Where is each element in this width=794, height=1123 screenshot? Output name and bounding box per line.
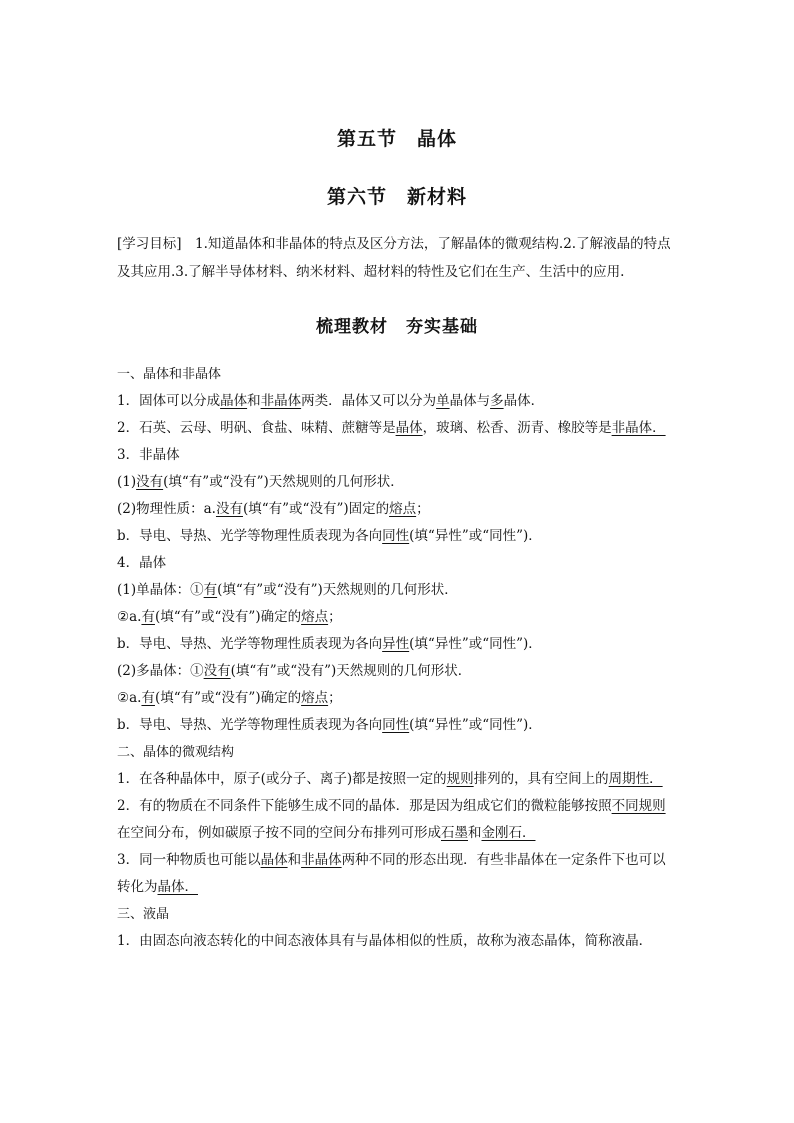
text: (2)物理性质：a. bbox=[117, 501, 216, 517]
text: (填“有”或“没有”)天然规则的几何形状． bbox=[163, 474, 404, 490]
text: (2)多晶体：① bbox=[117, 663, 204, 679]
answer: 周期性． bbox=[608, 771, 663, 787]
answer: 熔点 bbox=[301, 690, 329, 706]
answer: 熔点 bbox=[389, 501, 417, 517]
text: ； bbox=[328, 609, 342, 625]
paragraph-1-3: 3．非晶体 bbox=[117, 447, 180, 463]
text: (1) bbox=[117, 474, 137, 490]
paragraph-2-1 bbox=[117, 766, 679, 793]
goals-label: [学习目标] bbox=[117, 236, 182, 252]
text: 在空间分布，例如碳原子按不同的空间分布排列可形成 bbox=[117, 825, 441, 841]
text: (填“异性”或“同性”)． bbox=[409, 636, 542, 652]
answer: 非晶体 bbox=[260, 393, 302, 409]
text: ，玻璃、松香、沥青、橡胶等是 bbox=[422, 420, 612, 436]
answer: 没有 bbox=[136, 474, 164, 490]
paragraph-1-7: 4．晶体 bbox=[117, 555, 167, 571]
text: ； bbox=[416, 501, 430, 517]
answer: 晶体 bbox=[260, 852, 288, 868]
paragraph-1-5 bbox=[117, 496, 679, 523]
paragraph-1-11 bbox=[117, 658, 679, 685]
text: b．导电、导热、光学等物理性质表现为各向 bbox=[117, 636, 383, 652]
learning-goals bbox=[117, 230, 677, 286]
text: 和 bbox=[468, 825, 482, 841]
text: 2．石英、云母、明矾、食盐、味精、蔗糖等是 bbox=[117, 420, 396, 436]
text: 两种不同的形态出现．有些非晶体在一定条件下也可以转化为 bbox=[117, 852, 666, 895]
answer: 不同规则 bbox=[611, 798, 666, 814]
content-body bbox=[117, 361, 679, 955]
heading-microstructure: 二、晶体的微观结构 bbox=[117, 745, 235, 760]
paragraph-1-13 bbox=[117, 712, 679, 739]
answer: 金刚石． bbox=[481, 825, 536, 841]
text: b．导电、导热、光学等物理性质表现为各向 bbox=[117, 528, 383, 544]
answer: 有 bbox=[203, 582, 218, 598]
text: 1．在各种晶体中，原子(或分子、离子)都是按照一定的 bbox=[117, 771, 447, 787]
answer: 晶体 bbox=[220, 393, 248, 409]
paragraph-2-3 bbox=[117, 847, 679, 901]
text: (填“有”或“没有”)固定的 bbox=[242, 501, 390, 517]
text: 晶体与 bbox=[449, 393, 491, 409]
text: (填“有”或“没有”)确定的 bbox=[154, 690, 302, 706]
answer: 有 bbox=[141, 690, 155, 706]
heading-crystal-noncrystal: 一、晶体和非晶体 bbox=[117, 367, 222, 382]
text: (填“有”或“没有”)天然规则的几何形状． bbox=[230, 663, 472, 679]
text: ； bbox=[328, 690, 342, 706]
paragraph-1-4 bbox=[117, 469, 679, 496]
answer: 没有 bbox=[215, 501, 243, 517]
text: 晶体． bbox=[503, 393, 545, 409]
text: (1)单晶体：① bbox=[117, 582, 204, 598]
text: 1．固体可以分成 bbox=[117, 393, 221, 409]
paragraph-2-2 bbox=[117, 793, 679, 847]
section-heading: 梳理教材 夯实基础 bbox=[316, 317, 478, 337]
text: ②a. bbox=[117, 690, 142, 706]
answer: 没有 bbox=[203, 663, 231, 679]
paragraph-1-8 bbox=[117, 577, 679, 604]
text: (填“有”或“没有”)天然规则的几何形状． bbox=[217, 582, 458, 598]
text: (填“异性”或“同性”)． bbox=[409, 717, 542, 733]
text: (填“有”或“没有”)确定的 bbox=[154, 609, 302, 625]
answer: 晶体 bbox=[395, 420, 423, 436]
text: 3．同一种物质也可能以 bbox=[117, 852, 261, 868]
paragraph-1-2 bbox=[117, 415, 679, 442]
answer: 规则 bbox=[446, 771, 474, 787]
answer: 同性 bbox=[382, 717, 410, 733]
answer: 石墨 bbox=[441, 825, 468, 841]
paragraph-1-9 bbox=[117, 604, 679, 631]
goals-text: 1.知道晶体和非晶体的特点及区分方法，了解晶体的微观结构.2.了解液晶的特点及其应用.3.了解半导体材料、纳米材料、超材料的特性及它们在生产、生活中的应用. bbox=[117, 236, 671, 280]
text: (填“异性”或“同性”)． bbox=[409, 528, 542, 544]
heading-liquid-crystal: 三、液晶 bbox=[117, 907, 170, 922]
paragraph-1-12 bbox=[117, 685, 679, 712]
text: 排列的，具有空间上的 bbox=[473, 771, 609, 787]
text: 和 bbox=[247, 393, 261, 409]
text: 和 bbox=[287, 852, 302, 868]
answer: 异性 bbox=[382, 636, 410, 652]
paragraph-1-10 bbox=[117, 631, 679, 658]
text: ②a. bbox=[117, 609, 142, 625]
answer: 有 bbox=[141, 609, 155, 625]
answer: 同性 bbox=[382, 528, 410, 544]
paragraph-1-6 bbox=[117, 523, 679, 550]
paragraph-1-1 bbox=[117, 388, 679, 415]
answer: 非晶体． bbox=[611, 420, 666, 436]
text: b．导电、导热、光学等物理性质表现为各向 bbox=[117, 717, 383, 733]
answer: 单 bbox=[436, 393, 450, 409]
answer: 熔点 bbox=[301, 609, 329, 625]
page-title-section-6: 第六节 新材料 bbox=[326, 186, 467, 208]
page-title-section-5: 第五节 晶体 bbox=[336, 128, 457, 150]
answer: 晶体． bbox=[157, 879, 198, 895]
text: 2．有的物质在不同条件下能够生成不同的晶体．那是因为组成它们的微粒能够按照 bbox=[117, 798, 612, 814]
text: 两类．晶体又可以分为 bbox=[301, 393, 437, 409]
answer: 多 bbox=[490, 393, 504, 409]
answer: 非晶体 bbox=[301, 852, 342, 868]
paragraph-3-1: 1．由固态向液态转化的中间态液体具有与晶体相似的性质，故称为液态晶体，简称液晶． bbox=[117, 933, 653, 949]
